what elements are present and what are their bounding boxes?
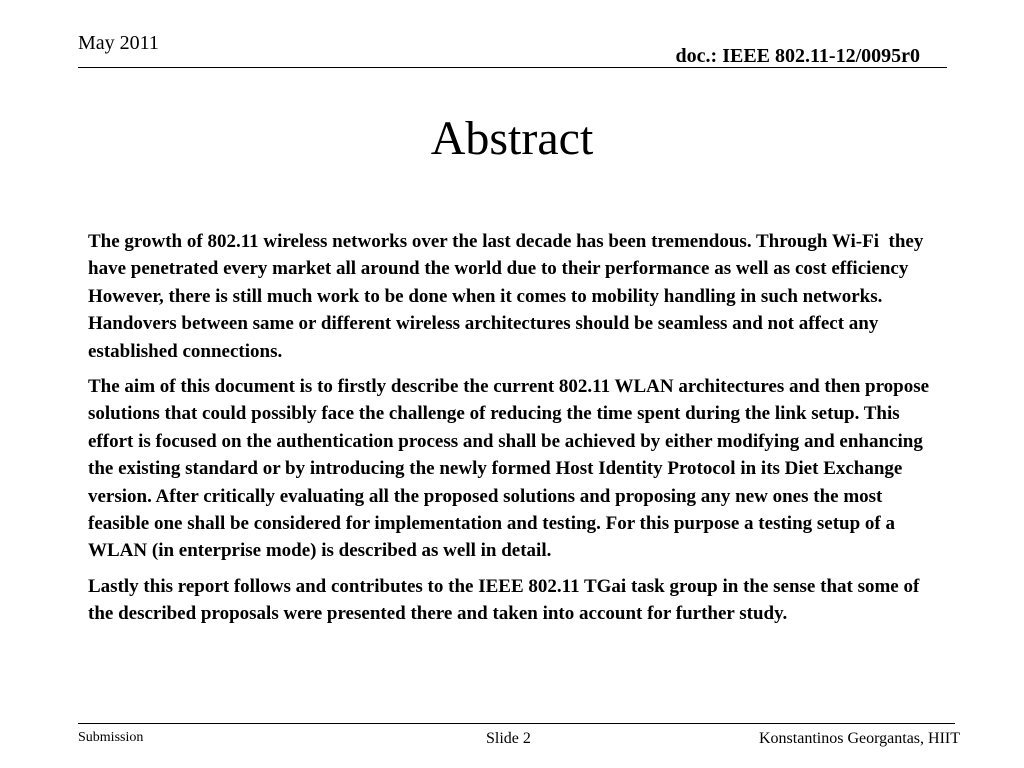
header-date: May 2011	[78, 32, 159, 54]
abstract-paragraph-2: The aim of this document is to firstly describe the current 802.11 WLAN architectures and then propose solutions that could possibly face the challenge of reducing the time spent during the link setup. This effort is focused on the authentication process and shall be achieved by either modifying and enhancing the existing standard or by introducing the newly formed Host Identity Protocol in its Diet Exchange version. After critically evaluating all the proposed solutions and proposing any new ones the most feasible one shall be considered for implementation and testing. For this purpose a testing setup of a WLAN (in enterprise mode) is described as well in detail.	[88, 376, 934, 562]
slide-number: Slide 2	[486, 730, 531, 747]
footer-divider	[78, 723, 955, 724]
footer-author: Konstantinos Georgantas, HIIT	[759, 730, 960, 747]
abstract-paragraph-3: Lastly this report follows and contributes to the IEEE 802.11 TGai task group in the sense that some of the described proposals were presented there and taken into account for further study.	[88, 575, 925, 625]
header-divider	[78, 67, 947, 68]
abstract-body	[88, 228, 948, 636]
footer-submission: Submission	[78, 730, 144, 745]
slide-title: Abstract	[430, 112, 594, 165]
abstract-paragraph-1: The growth of 802.11 wireless networks over the last decade has been tremendous. Through Wi-Fi they have penetrated every market all around the world due to their performance as well as cost efficiency However, there is still much work to be done when it comes to mobility handling in such networks. Handovers between same or different wireless architectures should be seamless and not affect any established connections.	[88, 231, 929, 362]
document-id: doc.: IEEE 802.11-12/0095r0	[675, 45, 920, 67]
